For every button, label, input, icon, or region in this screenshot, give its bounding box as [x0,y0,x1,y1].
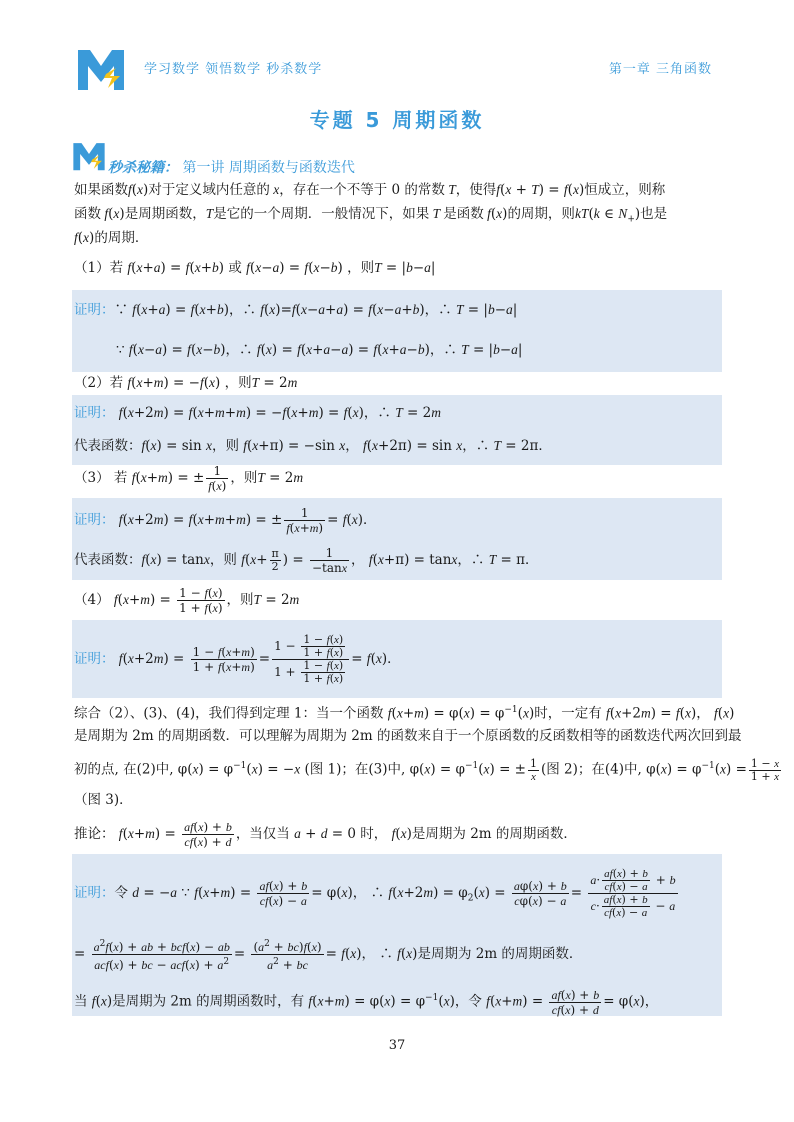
section-tag: 秒杀秘籍： [108,160,178,176]
intro-line-1: 如果函数f(x)对于定义域内任意的 x，存在一个不等于 0 的常数 T，使得f(x + T) = f(x)恒成立，则称 [74,182,666,198]
section-logo-icon [72,140,106,172]
proof-5-line-1: 证明：令 d = −a ∵ f(x+m) = $\frac{af(x) + b}{cf(x) - a}$ = φ(x)， ∴ $f(x+2m) = \varphi_2(x)$ = $\frac{a\varphi(x) + b}{c\varphi(x) - a}$ = a· $\frac{af(x) + b}{cf(x) - a}$ + b c· $\frac{af(x) + b}{cf(x) - a}$ − a [74,867,676,919]
item-4: （4） f(x+m) = $\frac{1 - f(x)}{1 + f(x)}$ ，则T = 2m [74,586,300,615]
corollary-line: 推论： f(x+m) = $\frac{af(x) + b}{cf(x) + d}$ ，当仅当 a + d = 0 时， f(x)是周期为 2m 的周期函数． [74,820,577,849]
item-3: （3） 若 f(x+m) = ± $\frac{1}{f(x)}$ ，则T = 2m [74,464,304,493]
section-title: 第一讲 周期函数与函数迭代 [182,160,355,176]
proof-5-line-3: 当 f(x)是周期为 2m 的周期函数时，有 $f(x+m) = \varphi(x) = \varphi^{-1}(x)$，令 f(x+m) = $\frac{af(x) + b}{cf(x) + d}$ = φ(x)， [74,987,659,1017]
proof-1-line-1: 证明：∵ f(x+a) = f(x+b)，∴ f(x)=f(x−a+a) = f(x−a+b)，∴ T = |b−a| [74,302,518,318]
item-2: （2）若 f(x+m) = −f(x) ，则T = 2m [74,375,298,391]
intro-line-2: 函数 f(x)是周期函数，T是它的一个周期．一般情况下，如果 T 是函数 f(x)的周期，则kT(k ∈ $N_+$)也是 [74,206,668,225]
section-heading [108,157,355,177]
mm-logo-icon [76,46,126,92]
summary-line-2: 是周期为 2m 的周期函数．可以理解为周期为 2m 的函数来自于一个原函数的反函数相等的函数迭代两次回到最 [74,728,742,744]
summary-line-4: （图 3)． [74,792,133,808]
page-number: 37 [388,1038,406,1053]
proof-3-line: 证明： f(x+2m) = f(x+m+m) = ± $\frac{1}{f(x+m)}$ = f(x)． [74,506,377,535]
rep-3-line: 代表函数：f(x) = tanx，则 f(x+ $\frac{\pi}{2}$ ) = $\frac{1}{-\tan x}$ ， f(x+π) = tanx，∴ T = π． [74,546,539,575]
proof-5-line-2: = $\frac{a^2f(x) + ab + bcf(x) - ab}{acf(x) + bc - acf(x) + a^2}$ = $\frac{(a^2 + bc)f(x)}{a^2 + bc}$ = f(x)， ∴ f(x)是周期为 2m 的周期函数． [74,939,583,972]
proof-4-line: 证明： f(x+2m) = $\frac{1 - f(x+m)}{1 + f(x+m)}$ = 1 − $\frac{1 - f(x)}{1 + f(x)}$ 1 + $\frac{1 - f(x)}{1 + f(x)}$ = f(x)． [74,633,401,685]
header-slogan: 学习数学 领悟数学 秒杀数学 [144,62,323,77]
summary-line-1: 综合（2）、(3)、(4)，我们得到定理 1：当一个函数 $f(x+m) = \varphi(x) = \varphi^{-1}(x)$时，一定有 f(x+2m) = f(x)， f(x) [74,705,735,722]
page-title: 专题 5 周期函数 [309,108,485,132]
summary-line-3: 初的点, 在(2)中, $\varphi(x) = \varphi^{-1}(x) = -x$ (图 1)；在(3)中, $\varphi(x) = \varphi^{-1}(x)$ = ± $\frac{1}{x}$ (图 2)；在(4)中, $\varphi(x) = \varphi^{-1}(x)$ = $\frac{1 - x}{1 + x}$ [74,756,780,783]
proof-2-line: 证明： f(x+2m) = f(x+m+m) = −f(x+m) = f(x)，∴ T = 2m [74,405,441,421]
proof-1-line-2: ∵ f(x−a) = f(x−b)，∴ f(x) = f(x+a−a) = f(x+a−b)，∴ T = |b−a| [116,342,523,358]
item-1: （1）若 f(x+a) = f(x+b) 或 f(x−a) = f(x−b) ，则T = |b−a| [74,260,436,276]
header-chapter: 第一章 三角函数 [608,62,712,77]
intro-line-3: f(x)的周期． [74,230,149,246]
rep-2-line: 代表函数：f(x) = sin x，则 f(x+π) = −sin x， f(x+2π) = sin x，∴ T = 2π． [74,438,552,454]
